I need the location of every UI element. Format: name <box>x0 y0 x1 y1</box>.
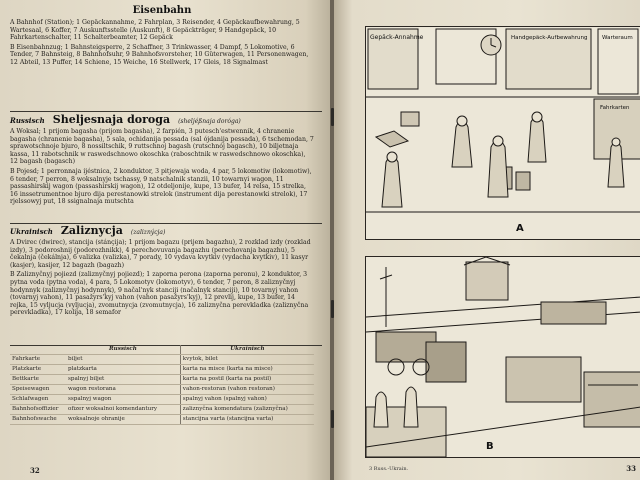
label-handgepaeck: Handgepäck-Aufbewahrung <box>511 35 588 41</box>
vocab-cell-de: Speisewagen <box>10 385 66 395</box>
vocab-cell-uk: spalnyj vahon (spalnyj vahon) <box>180 395 314 405</box>
vocab-cell-ru: woksalnoje ohranije <box>66 415 180 425</box>
vocab-row <box>10 395 314 405</box>
russian-translit: (sheljéßnaja doróga) <box>178 118 241 125</box>
vocab-cell-de: Schlafwagen <box>10 395 66 405</box>
ukrainian-title: Zaliznycja <box>60 224 123 237</box>
vocab-cell-de: Platzkarte <box>10 365 66 375</box>
ukrainian-para-b: B Zaliznyčnyj pojiezd (zaliznyčnyj pojiezd); 1 zaporna perona (zaporna peronu), 2 konduktor, 3 pytna voda (pytna voda), 4 para, 5 Lokomotyv (lokomotyv), 6 tender, 7 peron, 8 zaliznyčnyj hodynnyk (zaliznyčnyj hodynnyk), 9 načal'nyk stanciji (načalnyk stanciji), 10 tovarnyj vahon (tovarnyj vahon), 11 pasažyrs'kyj vahon (vahon pasažyrs'kyj), 12 prevlij, kupe, 13 bufer, 14 rejka, 15 vyljucja (vyljucja), zvomutnycja (zvomutnycja), 16 zaliznyčna perevkladka (zaliznyčna perevkladka), 17 kolija, 18 semafor <box>10 271 309 317</box>
vocab-cell-ru: sspalnyj wagon <box>66 395 180 405</box>
russian-para-b: B Pojesd; 1 perronnaja ijéstnica, 2 konduktor, 3 pitjewaja woda, 4 par, 5 lokomotiw (lokomotiw), 6 tender, 7 perron, 8 woksalnyje tschassy, 9 natschalnik stanzii, 10 towarnyi wagon, 11 passashirskij wagon (passashirskij wagon), 12 otdeljonije, kupe, 13 bufer, 14 relsa, 15 strelka, 16 inssetrumentnoe bjuro dija perestanowki strelok (instrument dija perestanowki strelok), 17 rjelssowyj put, 18 ssignalnaja mutschta <box>10 167 312 206</box>
label-warteraum: Warteraum <box>602 35 633 41</box>
german-title: Eisenbahn <box>132 5 192 16</box>
divider <box>10 111 322 112</box>
vocab-cell-uk: karta na postil (karta na postil) <box>180 375 314 385</box>
vocab-row <box>10 415 314 425</box>
vocab-table <box>10 345 314 425</box>
vocab-header-russian: Russisch <box>66 345 180 355</box>
illustration-station <box>365 26 640 240</box>
footer-page-number: 33 <box>626 464 636 473</box>
russian-title: Sheljesnaja doroga <box>52 113 171 126</box>
vocab-cell-ru: biljet <box>66 355 180 365</box>
label-letter-a: A <box>516 223 524 234</box>
vocab-cell-de: Bahnhofswache <box>10 415 66 425</box>
vocab-cell-ru: spalnyj biljet <box>66 375 180 385</box>
ukrainian-translit: (zaliznýcja) <box>130 229 166 236</box>
vocab-row <box>10 365 314 375</box>
vocab-cell-ru: ofizer woksalnoi komendantury <box>66 405 180 415</box>
vocab-cell-uk: stancijna varta (stancijna varta) <box>180 415 314 425</box>
vocab-row <box>10 385 314 395</box>
vocab-cell-uk: zaliznyčna komendatura (zaliznyčna) <box>180 405 314 415</box>
ukrainian-section <box>10 224 314 317</box>
german-para-b: B Eisenbahnzug; 1 Bahnsteigsperre, 2 Schaffner, 3 Trinkwasser, 4 Dampf, 5 Lokomotive, 6 Tender, 7 Bahnsteig, 8 Bahnhofsuhr, 9 Bahnhofsvorsteher, 10 Güterwagen, 11 Personenwagen, 12 Abteil, 13 Puffer, 14 Schiene, 15 Weiche, 16 Stellwerk, 17 Gleis, 18 Signalmast <box>10 43 309 66</box>
vocab-row <box>10 375 314 385</box>
vocab-cell-ru: wagon restorana <box>66 385 180 395</box>
right-page <box>334 0 640 480</box>
station-drawing <box>366 27 640 239</box>
footer-caption: 3 Russ.-Ukrain. <box>369 466 409 472</box>
label-letter-b: B <box>486 441 494 452</box>
german-para-a: A Bahnhof (Station); 1 Gepäckannahme, 2 Fahrplan, 3 Reisender, 4 Gepäckaufbewahrung, 5 Wartesaal, 6 Koffer, 7 Auskunftsstelle (Auskunft), 8 Gepäckträger, 9 Handgepäck, 10 Fahrkartenschalter, 11 Schalterbeamter, 12 Gepäck <box>10 19 300 42</box>
russian-label: Russisch <box>10 116 45 125</box>
train-drawing <box>366 257 640 457</box>
vocab-header-ukrainian: Ukrainisch <box>180 345 314 355</box>
russian-section <box>10 113 314 206</box>
left-page-number: 32 <box>30 466 40 475</box>
vocab-table-section <box>10 345 314 425</box>
label-fahrkarten: Fahrkarten <box>600 105 630 111</box>
vocab-cell-de: Bettkarte <box>10 375 66 385</box>
vocab-row <box>10 355 314 365</box>
vocab-cell-de: Fahrkarte <box>10 355 66 365</box>
vocab-cell-uk: kvytok, bilet <box>180 355 314 365</box>
label-gepaeck-annahme: Gepäck-Annahme <box>370 34 424 41</box>
vocab-cell-ru: platzkarta <box>66 365 180 375</box>
ukrainian-label: Ukrainisch <box>10 227 53 236</box>
ukrainian-para-a: A Dvirec (dwirec), stancija (stánçija); 1 prijom bagazu (prijem bagazhu), 2 rozklad izdy (rozklad izdy), 3 podoroshnij (podorozhnikk), 4 perechovuvanja bagazhu (perechovanja bagazhu), 5 čekalnja (čekálnja), 6 valizka (valizka), 7 porady, 10 vydava kvytkiv (vydacha kvytkiv), 11 kasyr (kasjer), kasijer, 12 bagazh (bagazh) <box>10 239 311 269</box>
german-section <box>10 5 314 67</box>
russian-para-a: A Woksal; 1 prijom bagasha (prijom bagasha), 2 farpién, 3 putesch'estwennik, 4 chranenie bagasha (chranenie bagasha), 5 sala, ochidanija pessada (sal ójdanija pessada), 6 tschemodan, 7 sprawotschnoje bjuro, 8 nossiltschik, 9 ruttschnoj bagash (rutschnój bagasch), 10 biljetnaja kassa, 11 rabotschnik w raswedschnowo okoschka (raboschtnik w raswedschnowo okoschka), 12 bagash (bagasch) <box>10 128 314 166</box>
vocab-cell-uk: vahon-restoran (vahon restoran) <box>180 385 314 395</box>
vocab-cell-uk: karta na misce (karta na misce) <box>180 365 314 375</box>
illustration-train <box>365 256 640 458</box>
vocab-cell-de: Bahnhofsoffizier <box>10 405 66 415</box>
vocab-row <box>10 405 314 415</box>
